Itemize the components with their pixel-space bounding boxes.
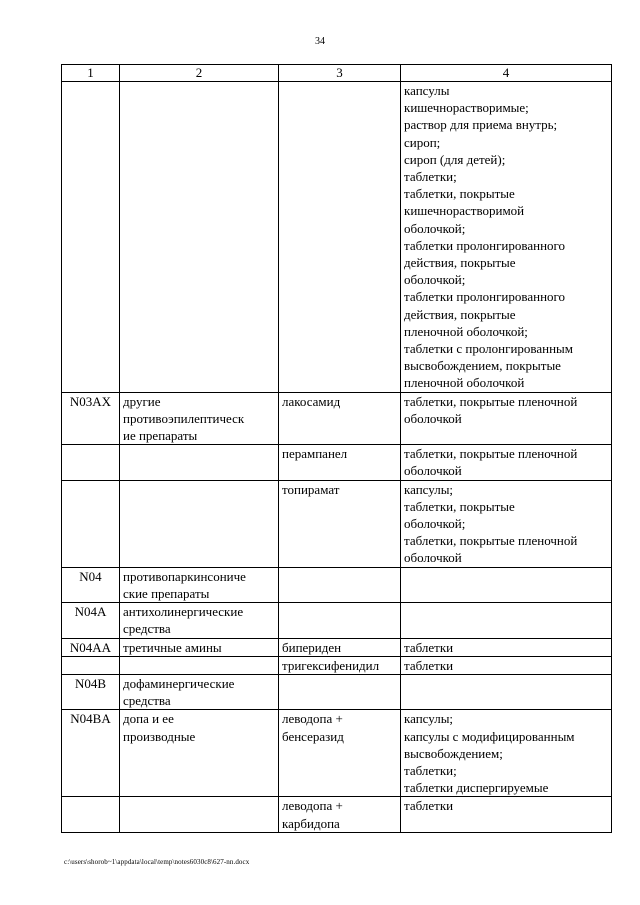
substance-cell: бипериден (279, 638, 401, 656)
table-row (62, 82, 612, 393)
dosage-forms-cell (401, 567, 612, 602)
column-header-forms: 4 (401, 65, 612, 82)
dosage-forms-cell: капсулы; капсулы с модифицированным высвобождением; таблетки; таблетки диспергируемые (401, 710, 612, 797)
substance-cell: топирамат (279, 480, 401, 567)
header-row (62, 65, 612, 82)
group-cell (120, 656, 279, 674)
substance-cell: перампанел (279, 445, 401, 480)
group-cell (120, 480, 279, 567)
atc-code-cell: N04AA (62, 638, 120, 656)
group-cell (120, 445, 279, 480)
table-row (62, 710, 612, 797)
substance-cell: леводопа + бенсеразид (279, 710, 401, 797)
dosage-forms-cell: таблетки, покрытые пленочной оболочкой (401, 392, 612, 445)
table-row (62, 392, 612, 445)
dosage-forms-cell: капсулы кишечнорастворимые; раствор для приема внутрь; сироп; сироп (для детей); таблетки; таблетки, покрытые кишечнорастворимой оболочкой; таблетки пролонгированного действия, покрытые оболочкой; таблетки пролонгированного действия, покрытые пленочной оболочкой; таблетки с пролонгированным высвобождением, покрытые пленочной оболочкой (401, 82, 612, 393)
dosage-forms-cell: таблетки (401, 656, 612, 674)
substance-cell (279, 603, 401, 638)
medication-table (61, 64, 612, 833)
table-row (62, 638, 612, 656)
group-cell (120, 82, 279, 393)
dosage-forms-cell (401, 603, 612, 638)
substance-cell: лакосамид (279, 392, 401, 445)
atc-code-cell: N04B (62, 674, 120, 709)
group-cell (120, 797, 279, 832)
page-number: 34 (315, 36, 325, 47)
group-cell: дофаминергические средства (120, 674, 279, 709)
dosage-forms-cell: таблетки (401, 797, 612, 832)
table-row (62, 656, 612, 674)
dosage-forms-cell: таблетки, покрытые пленочной оболочкой (401, 445, 612, 480)
atc-code-cell: N03AX (62, 392, 120, 445)
atc-code-cell (62, 480, 120, 567)
group-cell: антихолинергические средства (120, 603, 279, 638)
atc-code-cell (62, 82, 120, 393)
substance-cell: леводопа + карбидопа (279, 797, 401, 832)
substance-cell (279, 82, 401, 393)
column-header-group: 2 (120, 65, 279, 82)
dosage-forms-cell: таблетки (401, 638, 612, 656)
group-cell: противопаркинсониче ские препараты (120, 567, 279, 602)
substance-cell: тригексифенидил (279, 656, 401, 674)
atc-code-cell: N04A (62, 603, 120, 638)
dosage-forms-cell (401, 674, 612, 709)
group-cell: другие противоэпилептическ ие препараты (120, 392, 279, 445)
table-row (62, 797, 612, 832)
column-header-code: 1 (62, 65, 120, 82)
table-row (62, 603, 612, 638)
atc-code-cell (62, 445, 120, 480)
atc-code-cell: N04BA (62, 710, 120, 797)
table-row (62, 567, 612, 602)
table-row (62, 674, 612, 709)
footer-file-path: c:\users\shorob~1\appdata\local\temp\notes6030c8\627-nn.docx (64, 858, 250, 866)
atc-code-cell (62, 656, 120, 674)
dosage-forms-cell: капсулы; таблетки, покрытые оболочкой; таблетки, покрытые пленочной оболочкой (401, 480, 612, 567)
substance-cell (279, 674, 401, 709)
atc-code-cell: N04 (62, 567, 120, 602)
group-cell: допа и ее производные (120, 710, 279, 797)
substance-cell (279, 567, 401, 602)
atc-code-cell (62, 797, 120, 832)
column-header-substance: 3 (279, 65, 401, 82)
group-cell: третичные амины (120, 638, 279, 656)
table-row (62, 480, 612, 567)
table-row (62, 445, 612, 480)
